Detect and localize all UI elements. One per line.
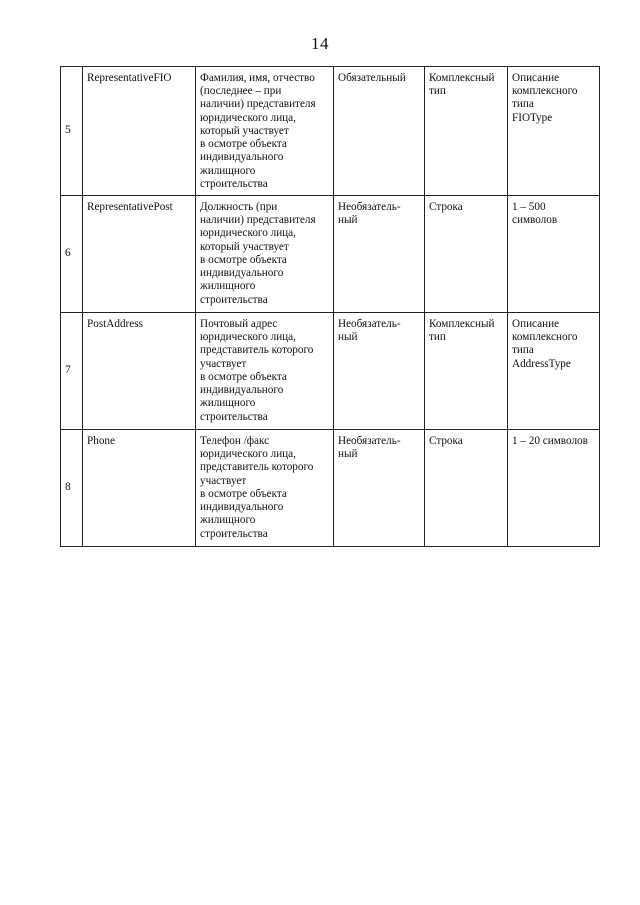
format-cell: Описание комплексного типа AddressType [508,312,600,429]
element-name-cell: PostAddress [83,312,196,429]
requirement-cell: Обязательный [334,67,425,196]
element-name-cell: Phone [83,429,196,546]
element-name-cell: RepresentativePost [83,195,196,312]
requirement-cell: Необязатель- ный [334,429,425,546]
row-number: 5 [61,67,83,196]
description-cell: Телефон /факс юридического лица, представитель которого участвует в осмотре объекта индивидуального жилищного строительства [196,429,334,546]
table-row [61,195,600,312]
type-cell: Комплексный тип [425,67,508,196]
specification-table [60,66,600,547]
description-cell: Фамилия, имя, отчество (последнее – при наличии) представителя юридического лица, который участвует в осмотре объекта индивидуального жилищного строительства [196,67,334,196]
format-cell: 1 – 500 символов [508,195,600,312]
type-cell: Строка [425,429,508,546]
format-cell: 1 – 20 символов [508,429,600,546]
table-row [61,67,600,196]
row-number: 7 [61,312,83,429]
table-row [61,312,600,429]
description-cell: Почтовый адрес юридического лица, представитель которого участвует в осмотре объекта индивидуального жилищного строительства [196,312,334,429]
format-cell: Описание комплексного типа FIOType [508,67,600,196]
requirement-cell: Необязатель- ный [334,195,425,312]
page-number: 14 [311,34,329,53]
row-number: 6 [61,195,83,312]
row-number: 8 [61,429,83,546]
description-cell: Должность (при наличии) представителя юридического лица, который участвует в осмотре объекта индивидуального жилищного строительства [196,195,334,312]
requirement-cell: Необязатель- ный [334,312,425,429]
type-cell: Комплексный тип [425,312,508,429]
table-row [61,429,600,546]
element-name-cell: RepresentativeFIO [83,67,196,196]
type-cell: Строка [425,195,508,312]
